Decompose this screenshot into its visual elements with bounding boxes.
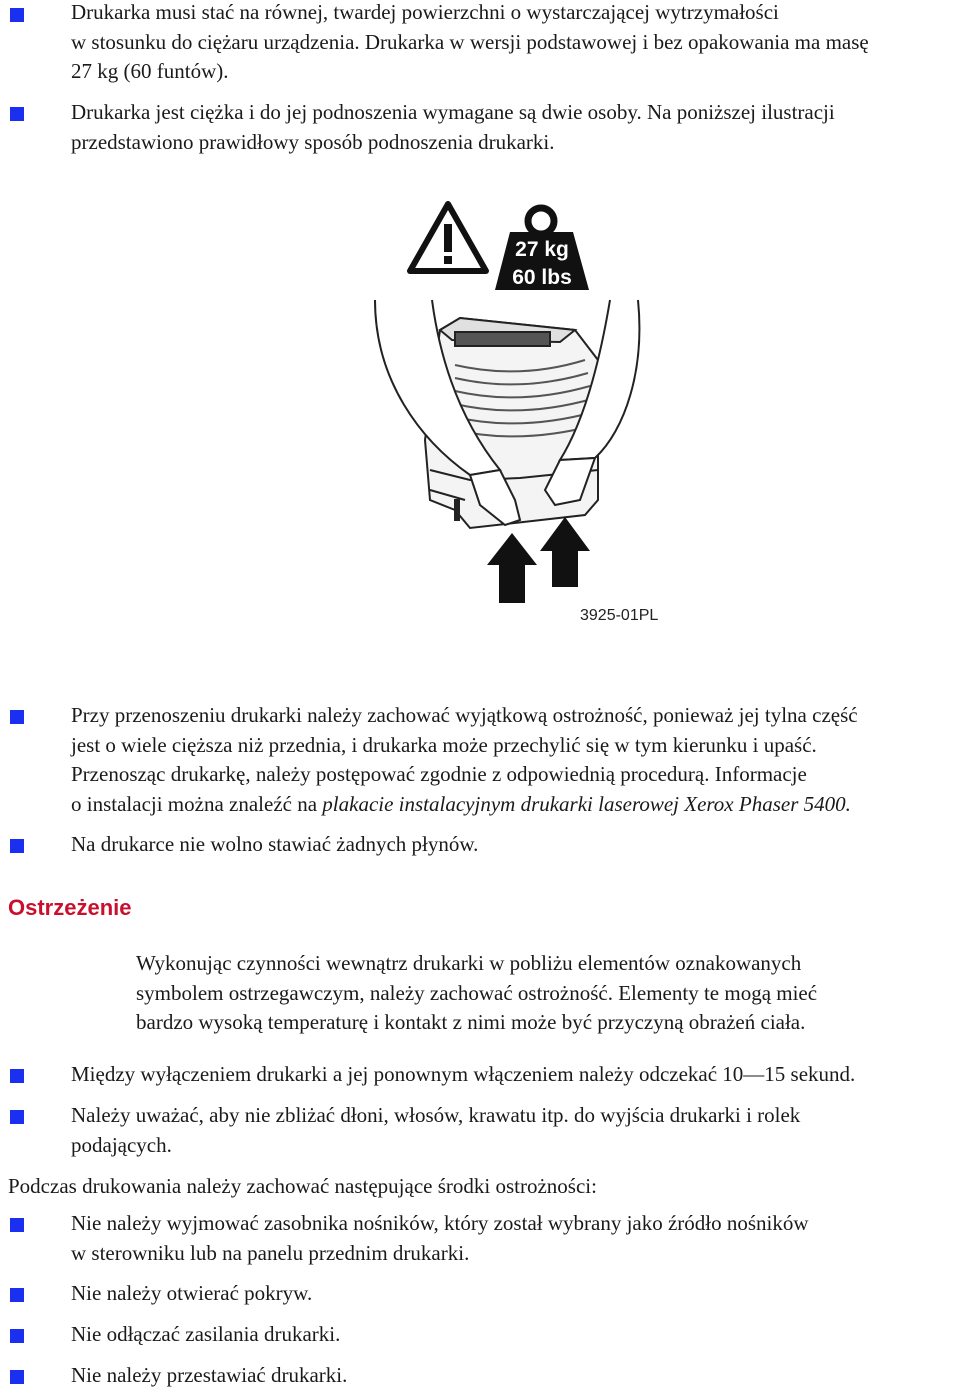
- weight-icon: [495, 208, 589, 290]
- printing-intro: Podczas drukowania należy zachować następujące środki ostrożności:: [8, 1174, 597, 1198]
- weight-lbs-label: 60 lbs: [512, 266, 572, 289]
- bullet-marker: [10, 1110, 24, 1124]
- warning-triangle-icon: [410, 204, 486, 271]
- bullet-text-wait-restart: Między wyłączeniem drukarki a jej ponownym włączeniem należy odczekać 10—15 sekund.: [71, 1062, 856, 1086]
- bullet-marker: [10, 1370, 24, 1384]
- up-arrow-icon: [487, 533, 537, 603]
- bullet-marker: [10, 1329, 24, 1343]
- bullet-marker: [10, 839, 24, 853]
- bullet-marker: [10, 1288, 24, 1302]
- bullet-text-power: Nie odłączać zasilania drukarki.: [71, 1322, 341, 1346]
- bullet-marker: [10, 1218, 24, 1232]
- bullet-text-no-liquids: Na drukarce nie wolno stawiać żadnych płynów.: [71, 832, 479, 856]
- install-poster-reference: plakacie instalacyjnym drukarki laserowej Xerox Phaser 5400.: [322, 791, 851, 816]
- bullet-text-careful-moving: Przy przenoszeniu drukarki należy zachować wyjątkową ostrożność, ponieważ jej tylna część jest o wiele cięższa niż przednia, i drukarka może przechylić się w tym kierunku i upaść. Przenosząc drukarkę, należy postępować zgodnie z odpowiednią procedurą. Informacje o instalacji można znaleźć na plakacie instalacyjnym drukarki laserowej Xerox Phaser 5400.: [71, 703, 858, 816]
- bullet-text-two-people: Drukarka jest ciężka i do jej podnoszenia wymagane są dwie osoby. Na poniższej ilustracji przedstawiono prawidłowy sposób podnoszenia drukarki.: [71, 100, 835, 154]
- lifting-illustration: [0, 0, 960, 660]
- warning-heading: Ostrzeżenie: [8, 895, 132, 920]
- figure-caption: 3925-01PL: [580, 607, 659, 624]
- bullet-text-hands-away: Należy uważać, aby nie zbliżać dłoni, włosów, krawatu itp. do wyjścia drukarki i rolek podających.: [71, 1103, 801, 1157]
- bullet-text-no-moving: Nie należy przestawiać drukarki.: [71, 1363, 348, 1387]
- bullet-text-tray: Nie należy wyjmować zasobnika nośników, który został wybrany jako źródło nośników w sterowniku lub na panelu przednim drukarki.: [71, 1211, 809, 1265]
- bullet-marker: [10, 1069, 24, 1083]
- bullet-text-covers: Nie należy otwierać pokryw.: [71, 1281, 313, 1305]
- bullet-marker: [10, 710, 24, 724]
- bullet-text-printer-surface: Drukarka musi stać na równej, twardej powierzchni o wystarczającej wytrzymałości w stosunku do ciężaru urządzenia. Drukarka w wersji podstawowej i bez opakowania ma masę 27 kg (60 funtów).: [71, 0, 869, 83]
- up-arrow-icon: [540, 517, 590, 587]
- weight-kg-label: 27 kg: [515, 238, 569, 261]
- warning-text: Wykonując czynności wewnątrz drukarki w pobliżu elementów oznakowanych symbolem ostrzegawczym, należy zachować ostrożność. Elementy te mogą mieć bardzo wysoką temperaturę i kontakt z nimi może być przyczyną obrażeń ciała.: [136, 951, 818, 1034]
